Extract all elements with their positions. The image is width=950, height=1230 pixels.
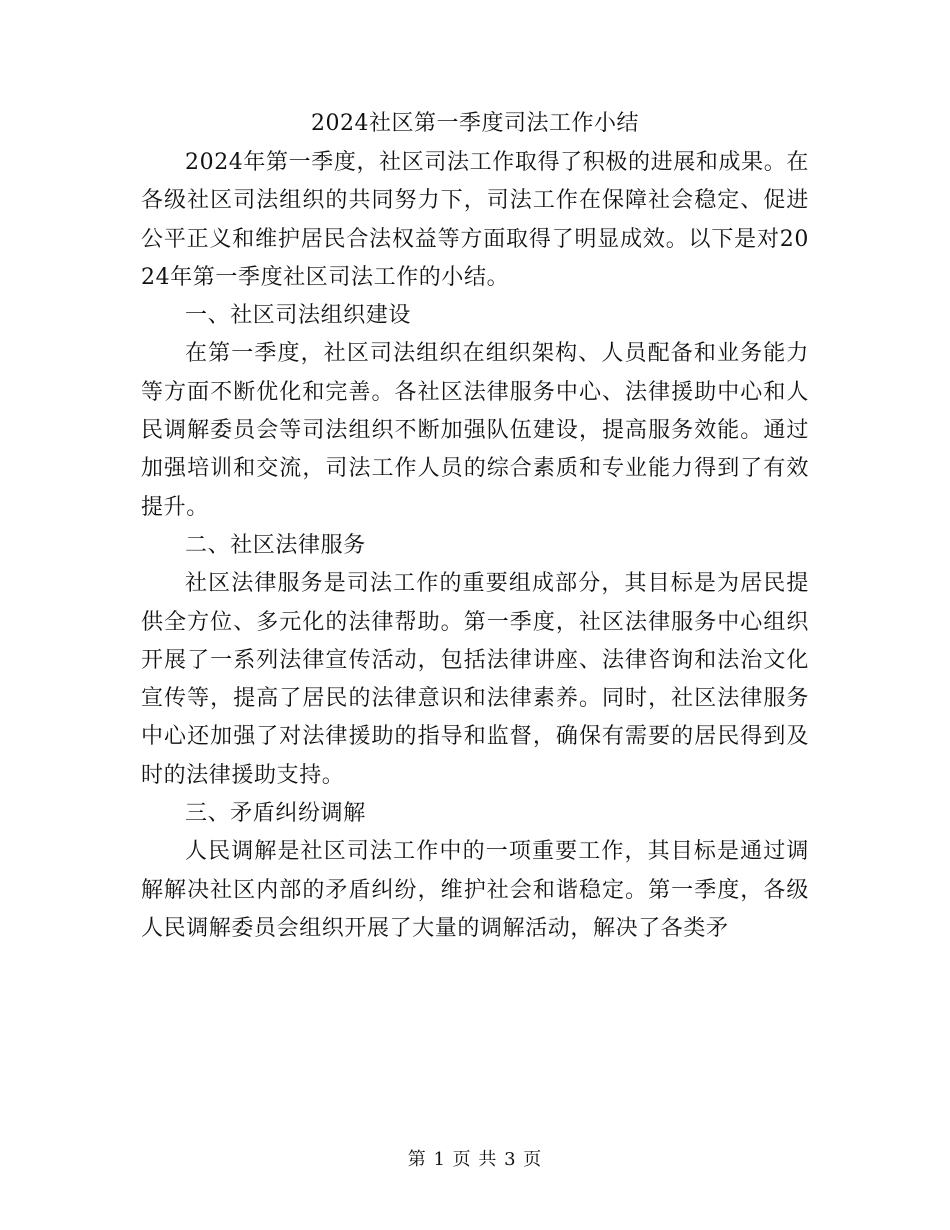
- section-body-1: 在第一季度，社区司法组织在组织架构、人员配备和业务能力等方面不断优化和完善。各社区法律服务中心、法律援助中心和人民调解委员会等司法组织不断加强队伍建设，提高服务效能。通过加强培训和交流，司法工作人员的综合素质和专业能力得到了有效提升。: [141, 341, 809, 520]
- document-body: [141, 104, 809, 948]
- intro-paragraph: 2024年第一季度，社区司法工作取得了积极的进展和成果。在各级社区司法组织的共同努力下，司法工作在保障社会稳定、促进公平正义和维护居民合法权益等方面取得了明显成效。以下是对2024年第一季度社区司法工作的小结。: [141, 150, 809, 290]
- section-heading-2: 二、社区法律服务: [185, 532, 366, 558]
- section-body-3: 人民调解是社区司法工作中的一项重要工作，其目标是通过调解解决社区内部的矛盾纠纷，维护社会和谐稳定。第一季度，各级人民调解委员会组织开展了大量的调解活动，解决了各类矛: [141, 839, 809, 941]
- page-footer: [0, 1146, 950, 1174]
- section-body-2: 社区法律服务是司法工作的重要组成部分，其目标是为居民提供全方位、多元化的法律帮助。第一季度，社区法律服务中心组织开展了一系列法律宣传活动，包括法律讲座、法律咨询和法治文化宣传等，提高了居民的法律意识和法律素养。同时，社区法律服务中心还加强了对法律援助的指导和监督，确保有需要的居民得到及时的法律援助支持。: [141, 571, 809, 788]
- page-number-label: 第 1 页 共 3 页: [407, 1149, 543, 1170]
- document-title: 2024社区第一季度司法工作小结: [311, 111, 639, 136]
- section-heading-1: 一、社区司法组织建设: [185, 303, 412, 329]
- section-heading-3: 三、矛盾纠纷调解: [185, 801, 366, 827]
